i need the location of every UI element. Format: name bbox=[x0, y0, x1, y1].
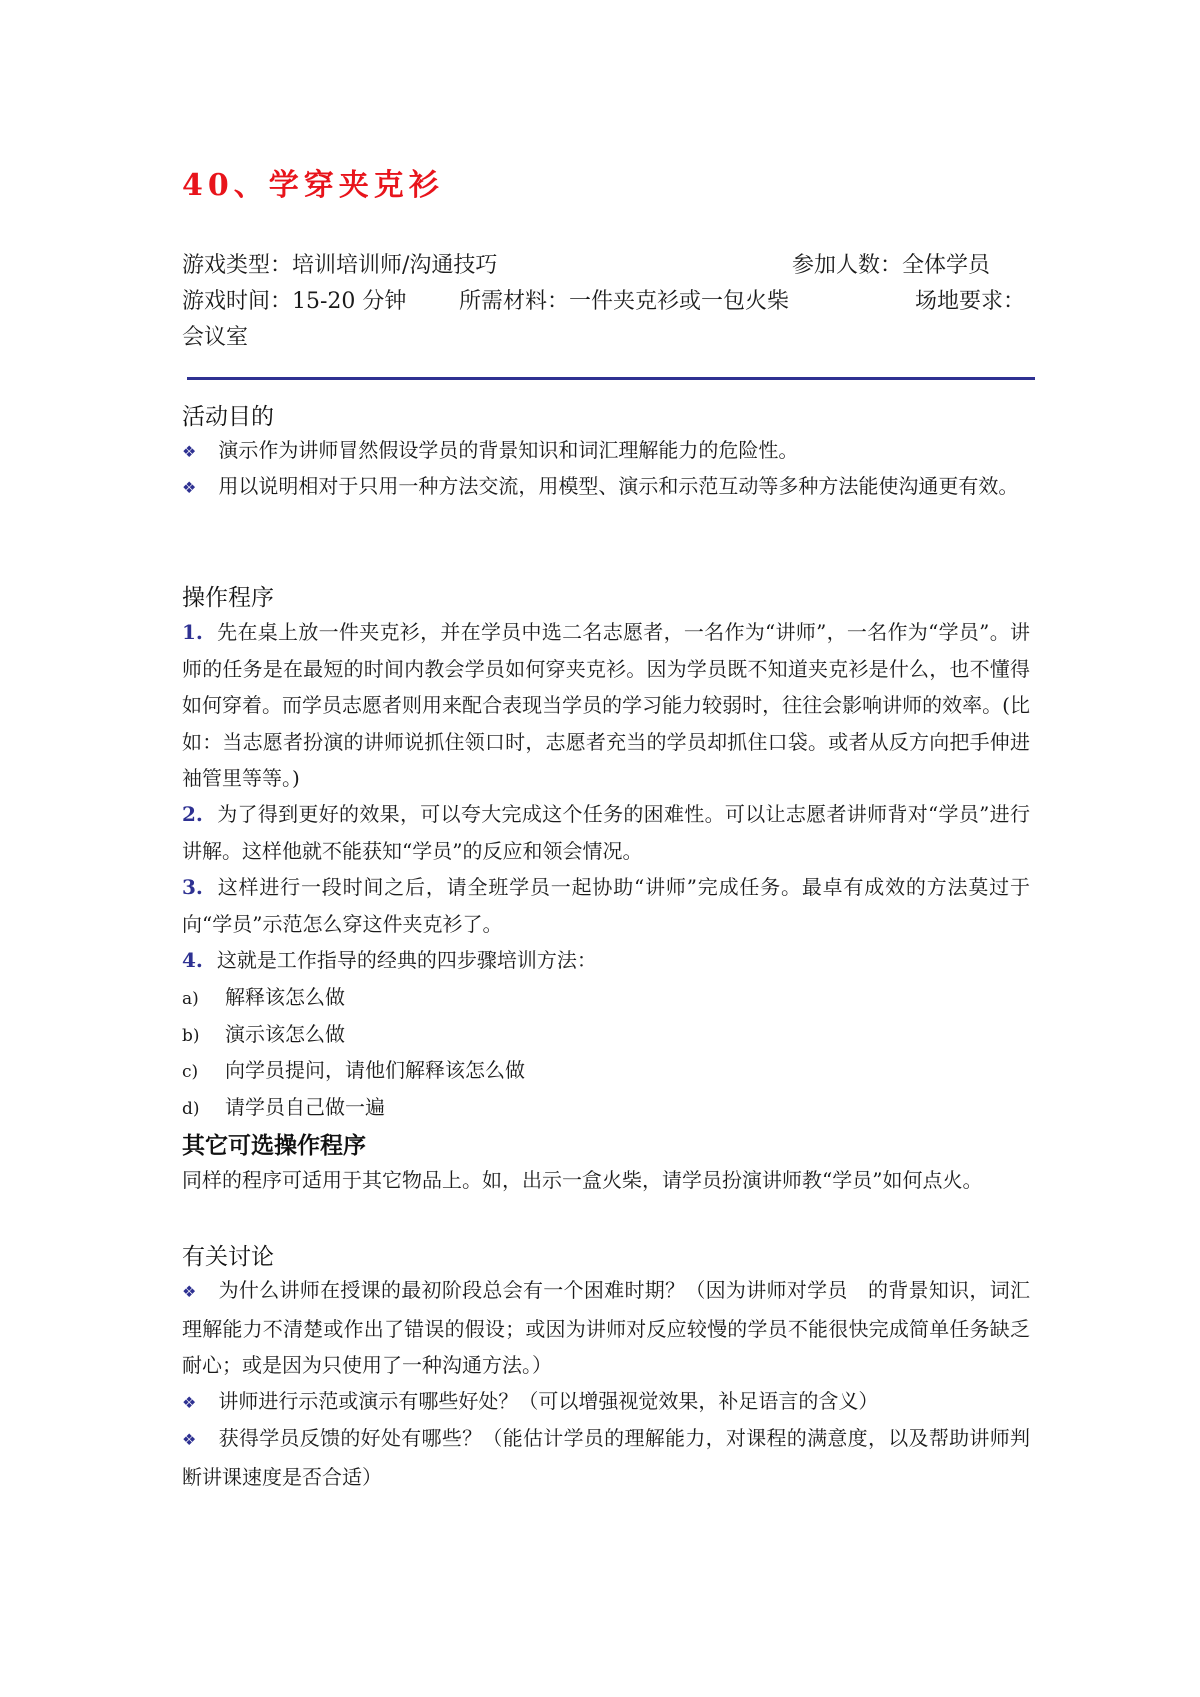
game-time: 游戏时间：15-20 分钟 bbox=[182, 289, 407, 314]
venue-label: 场地要求： bbox=[915, 289, 1026, 314]
discussion-item: ❖ 讲师进行示范或演示有哪些好处？（可以增强视觉效果，补足语言的含义） bbox=[182, 1389, 879, 1413]
materials: 所需材料：一件夹克衫或一包火柴 bbox=[459, 289, 790, 314]
procedure-step: 1. 先在桌上放一件夹克衫，并在学员中选二名志愿者，一名作为“讲师”，一名作为“学员”。讲师的任务是在最短的时间内教会学员如何穿夹克衫。因为学员既不知道夹克衫是什么，也不懂得如何穿着。而学员志愿者则用来配合表现当学员的学习能力较弱时，往往会影响讲师的效率。(比如：当志愿者扮演的讲师说抓住领口时，志愿者充当的学员却抓住口袋。或者从反方向把手伸进袖管里等等。) bbox=[182, 620, 1030, 790]
venue-value: 会议室 bbox=[182, 325, 249, 350]
discussion-item: ❖ 为什么讲师在授课的最初阶段总会有一个困难时期？（因为讲师对学员 的背景知识，词汇理解能力不清楚或作出了错误的假设；或因为讲师对反应较慢的学员不能很快完成简单任务缺乏耐心；或是因为只使用了一种沟通方法。） bbox=[182, 1278, 1031, 1377]
objective-item: ❖ 用以说明相对于只用一种方法交流，用模型、演示和示范互动等多种方法能使沟通更有效。 bbox=[182, 474, 1019, 498]
procedure-heading: 操作程序 bbox=[182, 585, 274, 611]
participants: 参加人数：全体学员 bbox=[792, 253, 991, 278]
objective-heading: 活动目的 bbox=[182, 404, 274, 430]
diamond-bullet-icon: ❖ bbox=[182, 478, 197, 497]
diamond-bullet-icon: ❖ bbox=[182, 442, 197, 461]
substep-item: a) 解释该怎么做 bbox=[182, 985, 345, 1009]
procedure-step: 3. 这样进行一段时间之后，请全班学员一起协助“讲师”完成任务。最卓有成效的方法莫过于向“学员”示范怎么穿这件夹克衫了。 bbox=[182, 875, 1030, 936]
procedure-step: 2. 为了得到更好的效果，可以夸大完成这个任务的困难性。可以让志愿者讲师背对“学员”进行讲解。这样他就不能获知“学员”的反应和领会情况。 bbox=[182, 802, 1030, 863]
alternative-heading: 其它可选操作程序 bbox=[182, 1133, 366, 1159]
discussion-heading: 有关讨论 bbox=[182, 1244, 274, 1270]
diamond-bullet-icon: ❖ bbox=[182, 1393, 197, 1412]
diamond-bullet-icon: ❖ bbox=[182, 1282, 197, 1301]
substep-item: b) 演示该怎么做 bbox=[182, 1022, 345, 1046]
substep-item: c) 向学员提问，请他们解释该怎么做 bbox=[182, 1058, 525, 1082]
procedure-step: 4. 这就是工作指导的经典的四步骤培训方法： bbox=[182, 948, 597, 972]
objective-item: ❖ 演示作为讲师冒然假设学员的背景知识和词汇理解能力的危险性。 bbox=[182, 438, 799, 462]
alternative-text: 同样的程序可适用于其它物品上。如，出示一盒火柴，请学员扮演讲师教“学员”如何点火。 bbox=[182, 1168, 983, 1192]
game-type: 游戏类型：培训培训师/沟通技巧 bbox=[182, 253, 498, 278]
discussion-item: ❖ 获得学员反馈的好处有哪些？（能估计学员的理解能力，对课程的满意度，以及帮助讲师判断讲课速度是否合适） bbox=[182, 1426, 1031, 1489]
divider-line bbox=[187, 377, 1035, 380]
diamond-bullet-icon: ❖ bbox=[182, 1430, 197, 1449]
page-title: 40、学穿夹克衫 bbox=[182, 168, 444, 203]
substep-item: d) 请学员自己做一遍 bbox=[182, 1095, 385, 1119]
